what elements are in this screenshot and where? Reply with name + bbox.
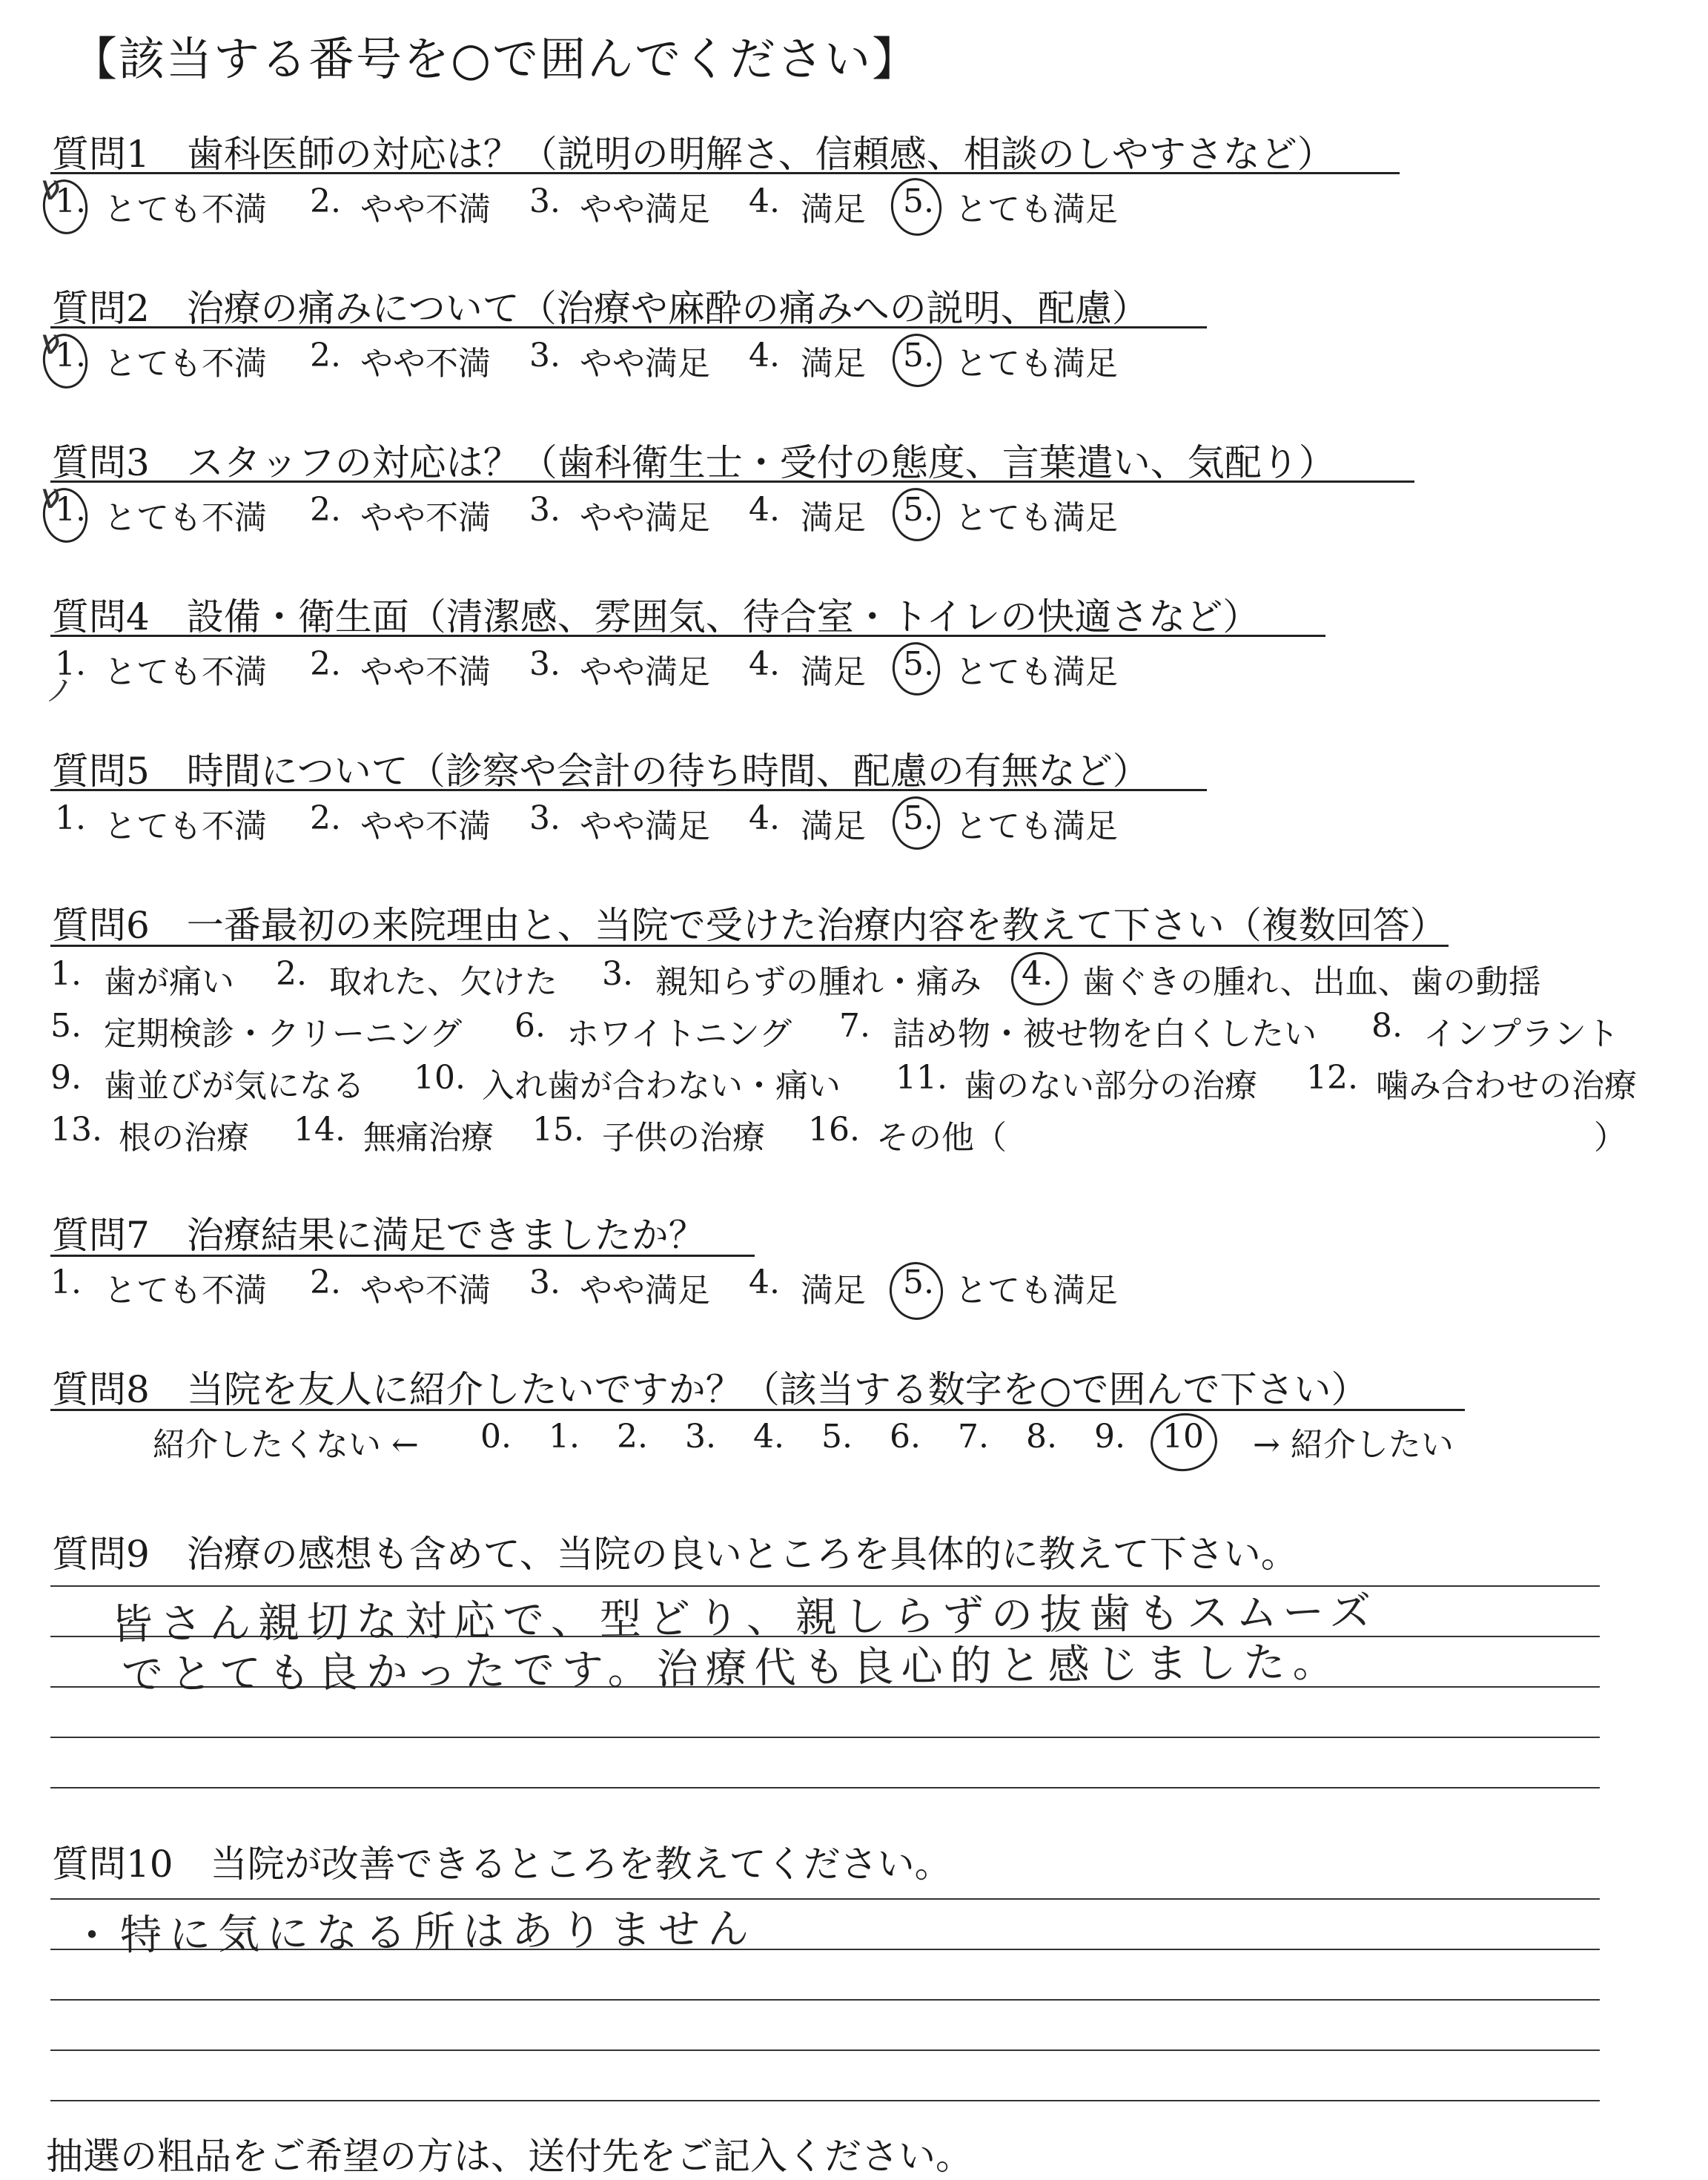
- q3-opt3-num[interactable]: 3.: [529, 491, 560, 529]
- q1-opt2-num[interactable]: 2.: [310, 182, 341, 220]
- q6-opt11-label: 歯のない部分の治療: [964, 1067, 1257, 1105]
- q3-opt3-label: やや満足: [580, 499, 710, 537]
- q8-opt9[interactable]: 9.: [1094, 1418, 1125, 1456]
- q2-selection-circle: [889, 331, 944, 390]
- q6-opt10-label: 入れ歯が合わない・痛い: [482, 1067, 841, 1105]
- q6-opt4-label: 歯ぐきの腫れ、出血、歯の動揺: [1082, 963, 1541, 1001]
- q7-underline: [50, 1255, 755, 1257]
- q5-opt2-label: やや不満: [360, 807, 491, 845]
- q1-underline: [50, 172, 1400, 174]
- q6-opt15-num[interactable]: 15.: [532, 1111, 584, 1149]
- q3-opt4-label: 満足: [801, 499, 866, 537]
- q10-answer-rule: [50, 2100, 1600, 2101]
- q8-opt0[interactable]: 0.: [480, 1418, 512, 1456]
- q3-opt1-label: とても不満: [104, 499, 267, 537]
- q1-opt3-num[interactable]: 3.: [529, 182, 560, 220]
- q6-title: 質問6 一番最初の来院理由と、当院で受けた治療内容を教えて下さい（複数回答）: [52, 904, 1447, 947]
- q6-opt9-num[interactable]: 9.: [50, 1059, 82, 1097]
- q7-title: 質問7 治療結果に満足できましたか？: [52, 1214, 706, 1257]
- q5-opt2-num[interactable]: 2.: [310, 799, 341, 837]
- q1-opt4-label: 満足: [801, 191, 866, 228]
- q7-opt1-label: とても不満: [104, 1272, 267, 1309]
- q2-opt4-label: 満足: [801, 345, 866, 383]
- q1-check-mark-icon: ν: [42, 168, 61, 208]
- q2-underline: [50, 326, 1207, 328]
- q6-opt8-num[interactable]: 8.: [1371, 1007, 1403, 1045]
- q7-opt3-num[interactable]: 3.: [529, 1264, 560, 1301]
- q6-opt16-num[interactable]: 16.: [808, 1111, 860, 1149]
- q5-title: 質問5 時間について（診察や会計の待ち時間、配慮の有無など）: [52, 750, 1150, 793]
- q6-opt12-label: 噛み合わせの治療: [1376, 1067, 1637, 1105]
- q8-opt1[interactable]: 1.: [549, 1418, 580, 1456]
- q6-selection-circle: [1007, 948, 1070, 1009]
- q2-check-mark-icon: ν: [42, 322, 61, 362]
- q3-opt5-label: とても満足: [955, 499, 1118, 537]
- q6-opt13-num[interactable]: 13.: [50, 1111, 102, 1149]
- q8-opt2[interactable]: 2.: [617, 1418, 648, 1456]
- q8-opt5[interactable]: 5.: [821, 1418, 853, 1456]
- q9-answer-rule: [50, 1737, 1600, 1738]
- q6-opt12-num[interactable]: 12.: [1306, 1059, 1358, 1097]
- q6-opt6-num[interactable]: 6.: [514, 1007, 546, 1045]
- q6-opt6-label: ホワイトニング: [566, 1015, 792, 1053]
- q8-opt3[interactable]: 3.: [685, 1418, 716, 1456]
- q7-opt4-num[interactable]: 4.: [749, 1264, 780, 1301]
- q6-opt7-num[interactable]: 7.: [839, 1007, 870, 1045]
- q8-opt4[interactable]: 4.: [753, 1418, 784, 1456]
- q8-selection-circle: [1147, 1409, 1221, 1476]
- q5-opt5-label: とても満足: [955, 807, 1118, 845]
- q2-opt1-label: とても不満: [104, 345, 267, 383]
- q6-opt14-num[interactable]: 14.: [294, 1111, 345, 1149]
- q3-opt2-num[interactable]: 2.: [310, 491, 341, 529]
- q6-opt14-label: 無痛治療: [363, 1119, 494, 1157]
- q6-opt5-label: 定期検診・クリーニング: [104, 1015, 463, 1053]
- q6-opt7-label: 詰め物・被せ物を白くしたい: [893, 1015, 1317, 1053]
- q1-opt2-label: やや不満: [360, 191, 491, 228]
- q2-title: 質問2 治療の痛みについて（治療や麻酔の痛みへの説明、配慮）: [52, 287, 1149, 330]
- q8-opt10[interactable]: 10: [1162, 1418, 1204, 1456]
- q4-opt2-num[interactable]: 2.: [310, 645, 341, 683]
- q9-handwritten-line-2: でとても良かったです。治療代も良心的と感じました。: [121, 1638, 1342, 1700]
- q5-opt4-num[interactable]: 4.: [749, 799, 780, 837]
- q4-underline: [50, 635, 1325, 637]
- q10-answer-rule: [50, 2049, 1600, 2051]
- q1-title: 質問1 歯科医師の対応は？（説明の明解さ、信頼感、相談のしやすさなど）: [52, 133, 1334, 176]
- q5-selection-circle: [889, 793, 943, 853]
- q6-opt15-label: 子供の治療: [602, 1119, 765, 1157]
- q2-opt3-label: やや満足: [580, 345, 710, 383]
- q6-opt2-label: 取れた、欠けた: [329, 963, 557, 1001]
- q6-opt2-num[interactable]: 2.: [276, 955, 307, 993]
- q7-opt3-label: やや満足: [580, 1272, 710, 1309]
- q2-opt2-label: やや不満: [360, 345, 491, 383]
- q3-opt2-label: やや不満: [360, 499, 491, 537]
- q6-opt16-label: その他（: [876, 1119, 1007, 1157]
- q6-opt11-num[interactable]: 11.: [896, 1059, 947, 1097]
- q8-underline: [50, 1409, 1465, 1411]
- q6-opt8-label: インプラント: [1423, 1015, 1619, 1053]
- q3-selection-circle: [889, 485, 943, 544]
- q8-left-label: 紹介したくない ←: [153, 1426, 419, 1464]
- q9-title: 質問9 治療の感想も含めて、当院の良いところを具体的に教えて下さい。: [52, 1533, 1298, 1576]
- q8-right-label: → 紹介したい: [1253, 1426, 1454, 1464]
- footer-note: 抽選の粗品をご希望の方は、送付先をご記入ください。: [46, 2135, 973, 2178]
- q6-opt1-num[interactable]: 1.: [50, 955, 82, 993]
- q5-underline: [50, 789, 1207, 791]
- q6-opt10-num[interactable]: 10.: [414, 1059, 466, 1097]
- q3-check-mark-icon: ν: [42, 476, 61, 516]
- q6-opt5-num[interactable]: 5.: [50, 1007, 82, 1045]
- q9-handwritten-line-1: 皆さん親切な対応で、型どり、親しらずの抜歯もスムーズ: [110, 1588, 1379, 1649]
- q2-opt4-num[interactable]: 4.: [749, 337, 780, 374]
- q4-opt2-label: やや不満: [360, 653, 491, 691]
- q5-opt1-num[interactable]: 1.: [55, 799, 86, 837]
- q4-selection-circle: [889, 639, 943, 698]
- q10-answer-rule: [50, 1898, 1600, 1900]
- q4-opt1-num[interactable]: 1.: [55, 645, 86, 683]
- q10-handwritten-line-1: ・特に気になる所はありません: [70, 1905, 757, 1961]
- q1-opt5-label: とても満足: [955, 191, 1118, 228]
- q2-opt1-num[interactable]: 1.: [55, 337, 86, 374]
- q10-answer-rule: [50, 1999, 1600, 2001]
- q8-opt7[interactable]: 7.: [958, 1418, 989, 1456]
- q3-opt4-num[interactable]: 4.: [749, 491, 780, 529]
- q1-opt1-num[interactable]: 1.: [55, 182, 86, 220]
- q7-selection-circle: [886, 1258, 947, 1323]
- page-header: 【該当する番号を○で囲んでください】: [71, 32, 920, 86]
- q1-opt5-num[interactable]: 5.: [903, 182, 934, 220]
- q4-opt1-label: とても不満: [104, 653, 267, 691]
- q4-opt3-label: やや満足: [580, 653, 710, 691]
- q7-opt2-label: やや不満: [360, 1272, 491, 1309]
- q10-title: 質問10 当院が改善できるところを教えてください。: [52, 1843, 952, 1886]
- q6-opt9-label: 歯並びが気になる: [104, 1067, 365, 1105]
- q2-opt2-num[interactable]: 2.: [310, 337, 341, 374]
- q8-opt8[interactable]: 8.: [1026, 1418, 1057, 1456]
- q4-opt4-num[interactable]: 4.: [749, 645, 780, 683]
- q4-pen-stroke-icon: ノ: [44, 674, 74, 708]
- q3-underline: [50, 480, 1414, 483]
- q5-opt5-num[interactable]: 5.: [903, 799, 934, 837]
- q7-opt1-num[interactable]: 1.: [50, 1264, 82, 1301]
- q1-opt3-label: やや満足: [580, 191, 710, 228]
- q5-opt3-label: やや満足: [580, 807, 710, 845]
- q7-opt4-label: 満足: [801, 1272, 866, 1309]
- q4-opt5-num[interactable]: 5.: [903, 645, 934, 683]
- q6-opt13-label: 根の治療: [119, 1119, 249, 1157]
- q8-title: 質問8 当院を友人に紹介したいですか？（該当する数字を○で囲んで下さい）: [52, 1368, 1368, 1411]
- q1-opt4-num[interactable]: 4.: [749, 182, 780, 220]
- q2-opt3-num[interactable]: 3.: [529, 337, 560, 374]
- q7-opt2-num[interactable]: 2.: [310, 1264, 341, 1301]
- q4-opt3-num[interactable]: 3.: [529, 645, 560, 683]
- q1-opt1-label: とても不満: [104, 191, 267, 228]
- q6-opt3-label: 親知らずの腫れ・痛み: [655, 963, 982, 1001]
- q3-opt5-num[interactable]: 5.: [903, 491, 934, 529]
- q5-opt3-num[interactable]: 3.: [529, 799, 560, 837]
- q1-selection-circle: [887, 175, 945, 240]
- q3-title: 質問3 スタッフの対応は？（歯科衛生士・受付の態度、言葉遣い、気配り）: [52, 441, 1336, 484]
- q2-opt5-num[interactable]: 5.: [903, 337, 934, 374]
- q2-opt5-label: とても満足: [955, 345, 1118, 383]
- q4-opt4-label: 満足: [801, 653, 866, 691]
- q7-opt5-label: とても満足: [955, 1272, 1118, 1309]
- q4-title: 質問4 設備・衛生面（清潔感、雰囲気、待合室・トイレの快適さなど）: [52, 595, 1260, 638]
- q5-opt4-label: 満足: [801, 807, 866, 845]
- q7-opt5-num[interactable]: 5.: [903, 1264, 934, 1301]
- q6-other-close-paren: ）: [1594, 1119, 1626, 1157]
- q8-opt6[interactable]: 6.: [890, 1418, 921, 1456]
- q6-opt4-num[interactable]: 4.: [1022, 955, 1053, 993]
- q3-opt1-num[interactable]: 1.: [55, 491, 86, 529]
- q6-opt3-num[interactable]: 3.: [602, 955, 633, 993]
- q4-opt5-label: とても満足: [955, 653, 1118, 691]
- q9-answer-rule: [50, 1787, 1600, 1788]
- q6-underline: [50, 945, 1449, 947]
- q6-opt1-label: 歯が痛い: [104, 963, 234, 1001]
- q5-opt1-label: とても不満: [104, 807, 267, 845]
